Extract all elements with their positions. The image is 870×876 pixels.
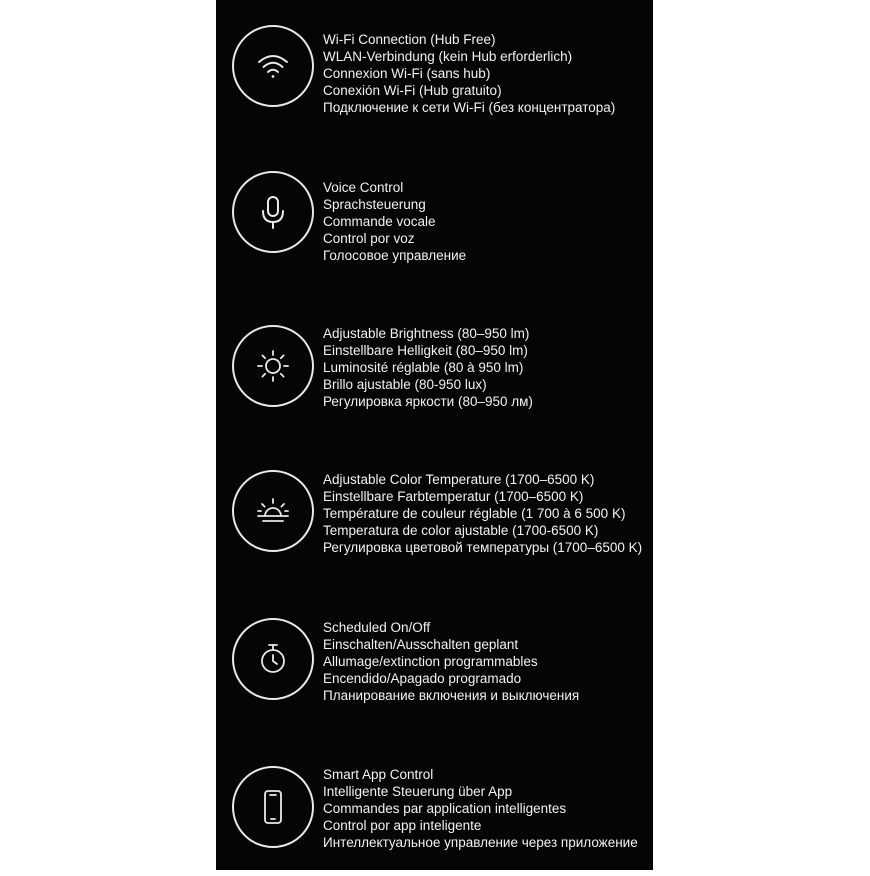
- feature-line-es: Control por voz: [323, 231, 415, 246]
- sunrise-icon: [232, 470, 314, 552]
- feature-brightness: [216, 315, 653, 435]
- feature-text: [323, 619, 579, 704]
- feature-line-de: Einstellbare Farbtemperatur (1700–6500 K): [323, 489, 584, 504]
- feature-line-en: Voice Control: [323, 180, 404, 195]
- feature-text: [323, 766, 638, 851]
- feature-line-fr: Commandes par application intelligentes: [323, 801, 567, 816]
- feature-line-es: Control por app inteligente: [323, 818, 482, 833]
- feature-line-fr: Commande vocale: [323, 214, 436, 229]
- feature-line-ru: Интеллектуальное управление через приложение: [323, 835, 638, 850]
- feature-text: [323, 325, 533, 410]
- feature-line-fr: Température de couleur réglable (1 700 à 6 500 K): [323, 506, 626, 521]
- feature-line-es: Temperatura de color ajustable (1700-6500 K): [323, 523, 599, 538]
- feature-line-es: Brillo ajustable (80-950 lux): [323, 377, 487, 392]
- feature-line-en: Smart App Control: [323, 767, 434, 782]
- feature-line-fr: Allumage/extinction programmables: [323, 654, 538, 669]
- feature-text: [323, 179, 466, 264]
- feature-text: [323, 471, 642, 556]
- feature-line-en: Wi-Fi Connection (Hub Free): [323, 32, 496, 47]
- feature-line-de: WLAN-Verbindung (kein Hub erforderlich): [323, 49, 573, 64]
- feature-line-en: Scheduled On/Off: [323, 620, 431, 635]
- features-panel: [216, 0, 653, 870]
- smartphone-icon: [232, 766, 314, 848]
- feature-text: [323, 31, 615, 116]
- sun-icon: [232, 325, 314, 407]
- feature-line-en: Adjustable Color Temperature (1700–6500 K): [323, 472, 595, 487]
- feature-line-ru: Планирование включения и выключения: [323, 688, 580, 703]
- feature-wifi: [216, 21, 653, 141]
- feature-color-temperature: [216, 461, 653, 581]
- feature-line-ru: Регулировка цветовой температуры (1700–6500 K): [323, 540, 643, 555]
- feature-line-de: Einstellbare Helligkeit (80–950 lm): [323, 343, 528, 358]
- feature-smart-app: [216, 756, 653, 876]
- feature-line-fr: Luminosité réglable (80 à 950 lm): [323, 360, 524, 375]
- feature-scheduled: [216, 609, 653, 729]
- wifi-icon: [232, 25, 314, 107]
- feature-line-ru: Голосовое управление: [323, 248, 467, 263]
- feature-line-de: Intelligente Steuerung über App: [323, 784, 513, 799]
- feature-line-ru: Подключение к сети Wi-Fi (без концентратора): [323, 100, 616, 115]
- feature-line-ru: Регулировка яркости (80–950 лм): [323, 394, 533, 409]
- feature-line-es: Conexión Wi-Fi (Hub gratuito): [323, 83, 502, 98]
- feature-line-de: Sprachsteuerung: [323, 197, 426, 212]
- feature-line-en: Adjustable Brightness (80–950 lm): [323, 326, 530, 341]
- feature-line-fr: Connexion Wi-Fi (sans hub): [323, 66, 491, 81]
- timer-icon: [232, 618, 314, 700]
- microphone-icon: [232, 171, 314, 253]
- feature-line-es: Encendido/Apagado programado: [323, 671, 522, 686]
- feature-voice-control: [216, 169, 653, 289]
- feature-line-de: Einschalten/Ausschalten geplant: [323, 637, 519, 652]
